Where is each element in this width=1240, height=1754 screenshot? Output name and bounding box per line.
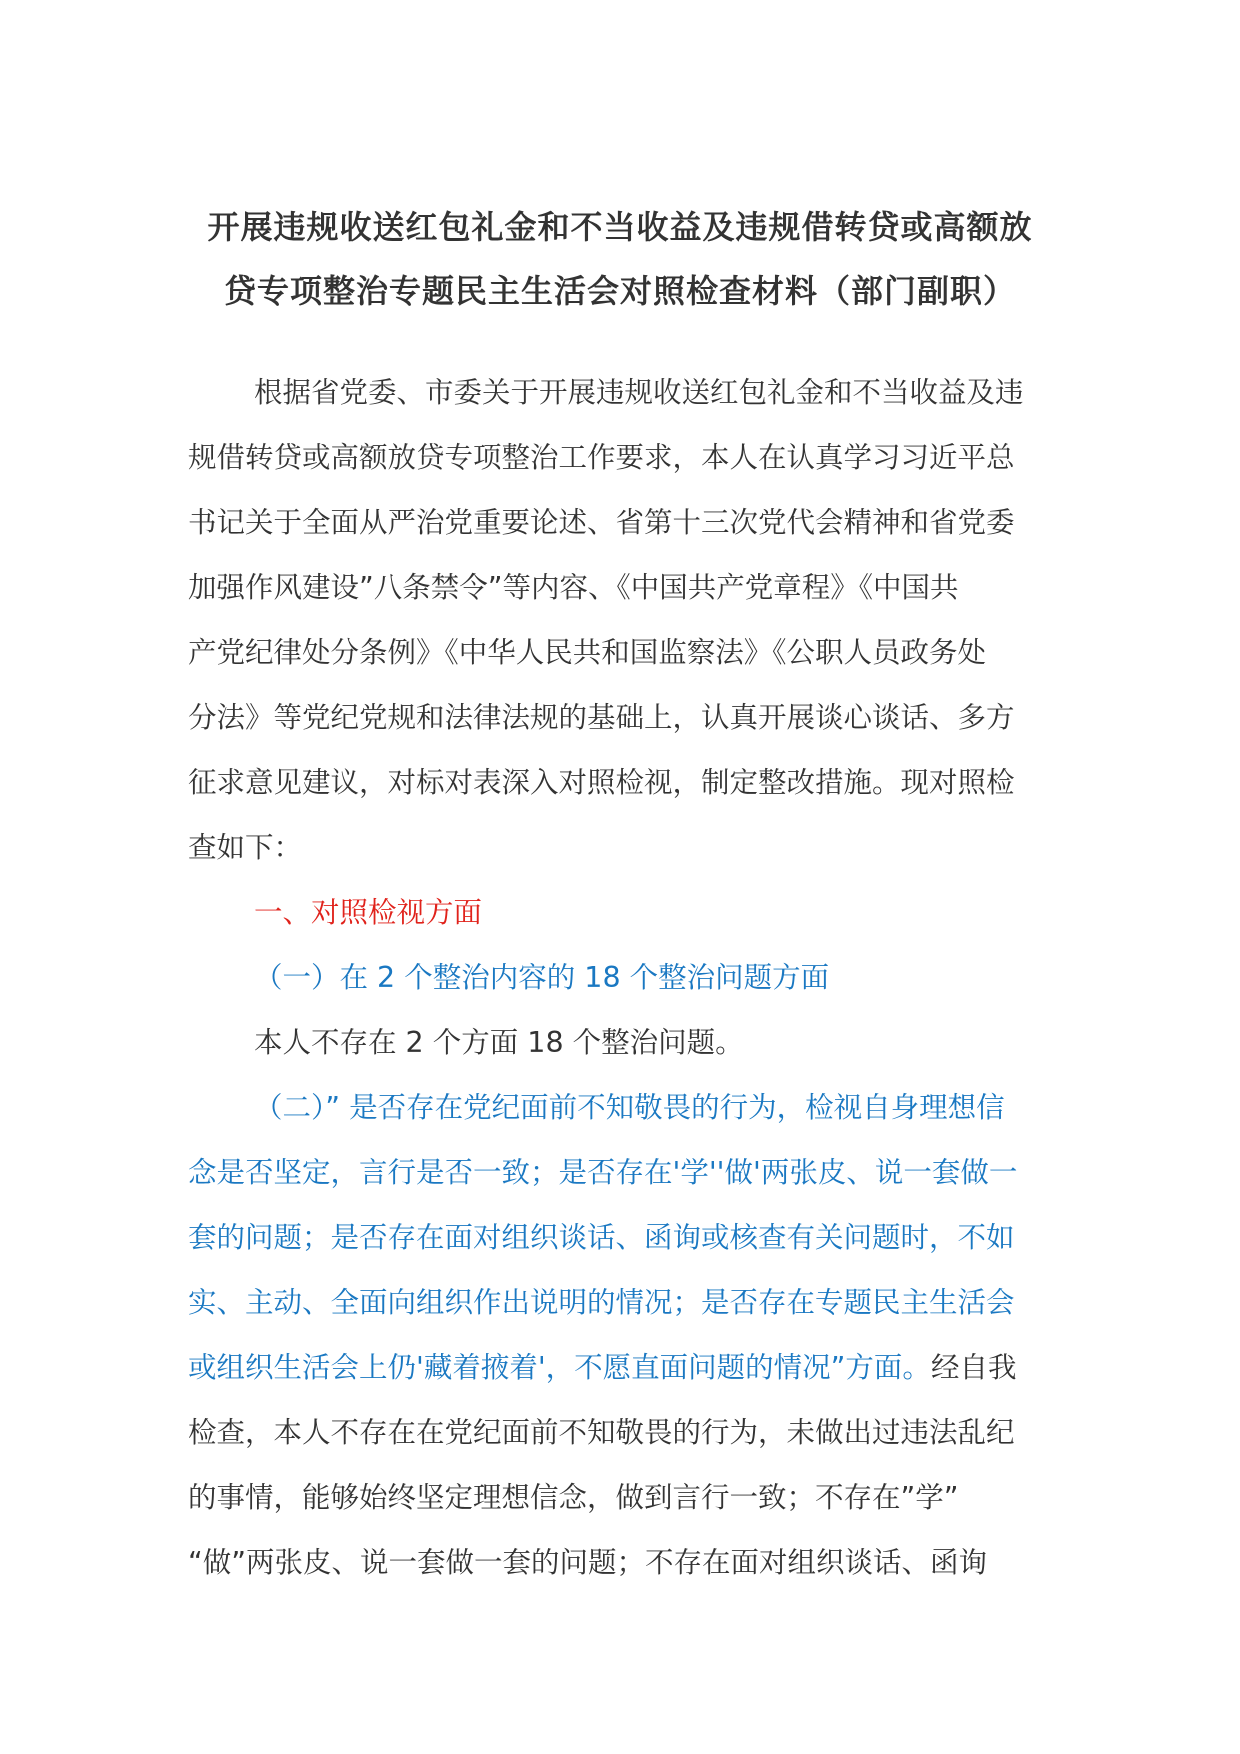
paragraph-line: 检查，本人不存在在党纪面前不知敬畏的行为，未做出过违法乱纪 xyxy=(188,1416,1015,1449)
paragraph-line: 规借转贷或高额放贷专项整治工作要求，本人在认真学习习近平总 xyxy=(188,441,1015,474)
paragraph-line: “做”两张皮、说一套做一套的问题；不存在面对组织谈话、函询 xyxy=(188,1546,988,1579)
subsection-heading-2-end: 或组织生活会上仍'藏着掖着'，不愿直面问题的情况”方面。 xyxy=(188,1351,931,1384)
title-line-1: 开展违规收送红包礼金和不当收益及违规借转贷或高额放 xyxy=(207,208,1033,246)
subsection-heading-2-line: 实、主动、全面向组织作出说明的情况；是否存在专题民主生活会 xyxy=(188,1286,1015,1319)
subsection-text-1: 本人不存在 2 个方面 18 个整治问题。 xyxy=(254,1026,744,1059)
paragraph-line: 根据省党委、市委关于开展违规收送红包礼金和不当收益及违 xyxy=(254,376,1024,409)
paragraph-line: 产党纪律处分条例》《中华人民共和国监察法》《公职人员政务处 xyxy=(188,636,987,669)
subsection-heading-2-line: （二）” 是否存在党纪面前不知敬畏的行为，检视自身理想信 xyxy=(254,1091,1005,1124)
paragraph-line: 查如下： xyxy=(188,831,303,864)
subsection-heading-2-line: 念是否坚定，言行是否一致；是否存在'学''做'两张皮、说一套做一 xyxy=(188,1156,1018,1189)
subsection-heading-1: （一）在 2 个整治内容的 18 个整治问题方面 xyxy=(254,961,830,994)
subsection-heading-2-line: 套的问题；是否存在面对组织谈话、函询或核查有关问题时，不如 xyxy=(188,1221,1015,1254)
subsection-mixed-line xyxy=(188,1335,1058,1400)
paragraph-line: 书记关于全面从严治党重要论述、省第十三次党代会精神和省党委 xyxy=(188,506,1015,539)
paragraph-line: 加强作风建设”八条禁令”等内容、《中国共产党章程》《中国共 xyxy=(188,571,959,604)
paragraph-line: 分法》等党纪党规和法律法规的基础上，认真开展谈心谈话、多方 xyxy=(188,701,1015,734)
title-line-2: 贷专项整治专题民主生活会对照检查材料（部门副职） xyxy=(223,272,1016,310)
document-title xyxy=(188,195,1052,323)
paragraph-line: 的事情，能够始终坚定理想信念，做到言行一致；不存在”学” xyxy=(188,1481,959,1514)
section-heading: 一、对照检视方面 xyxy=(254,896,483,929)
subsection-text-2-start: 经自我 xyxy=(930,1351,1017,1384)
document-body xyxy=(188,360,1058,1595)
paragraph-line: 征求意见建议，对标对表深入对照检视，制定整改措施。现对照检 xyxy=(188,766,1015,799)
